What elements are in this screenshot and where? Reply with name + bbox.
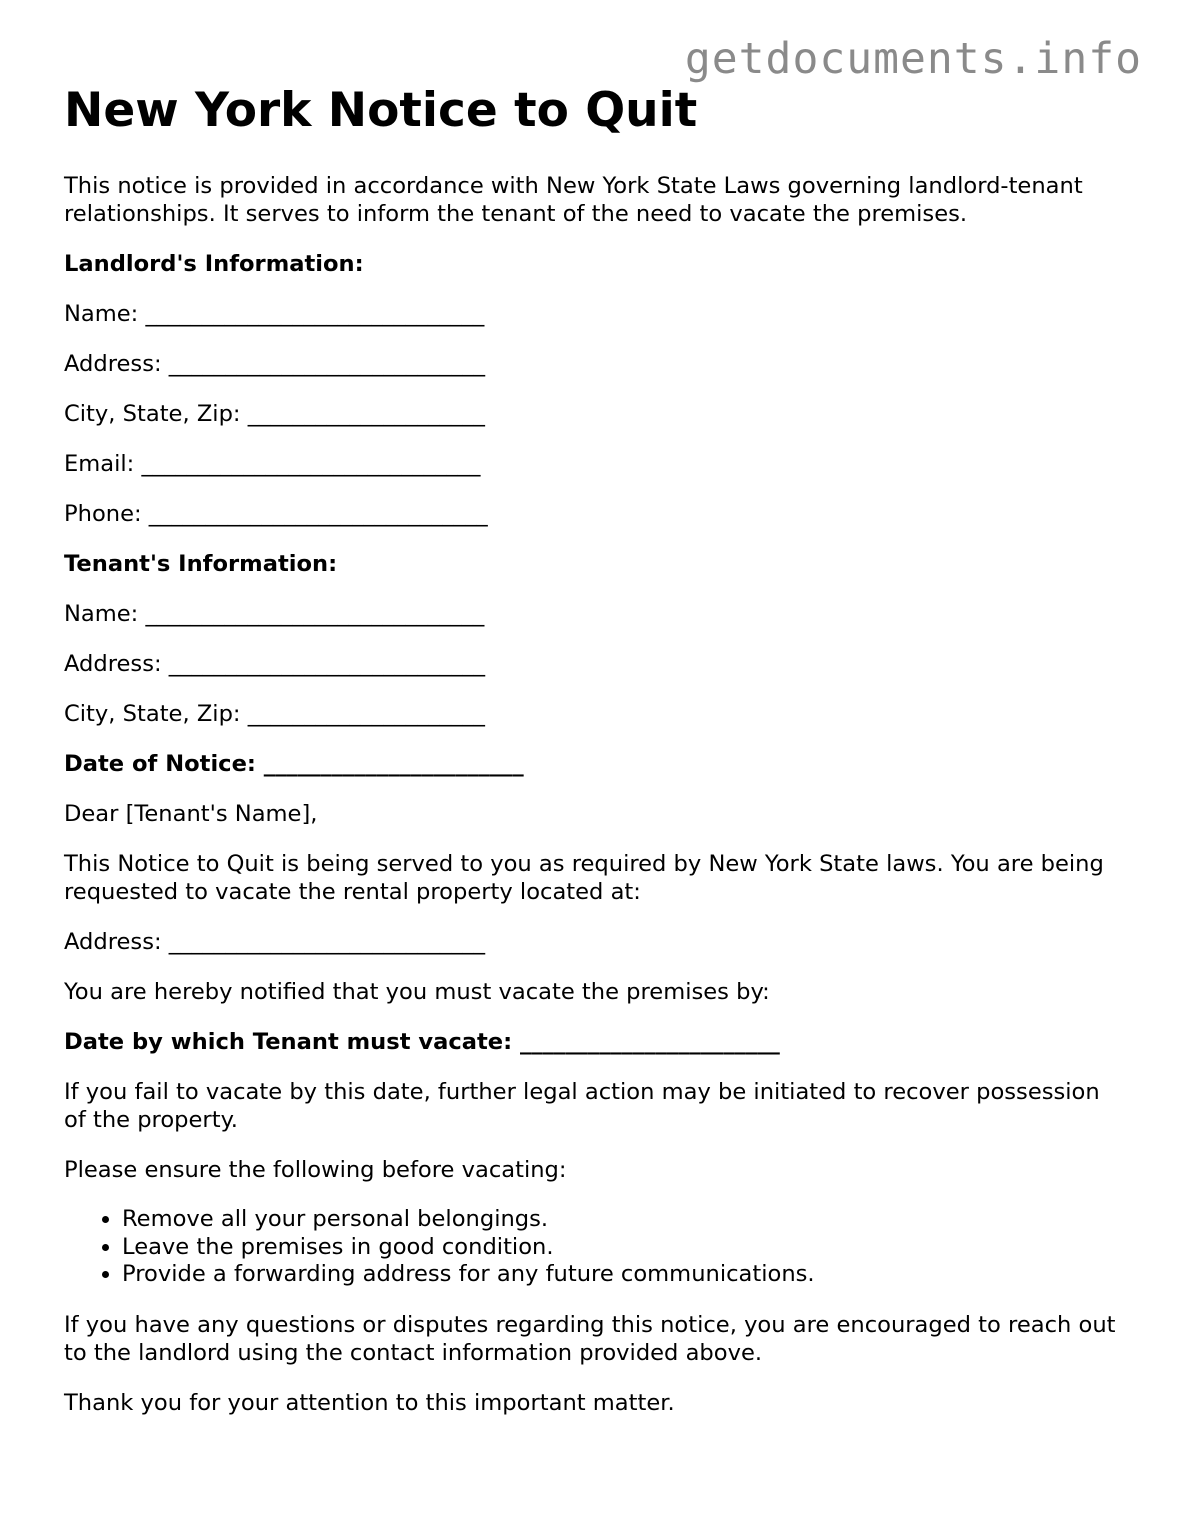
tenant-address-field: Address: ____________________________ [64,651,486,678]
list-item: • Leave the premises in good condition. [122,1234,1124,1262]
watermark: getdocuments.info [684,34,1142,84]
intro-paragraph: This notice is provided in accordance with New York State Laws governing landlord-tenant relationships. It serves to inform the tenant of the need to vacate the premises. [64,173,1083,228]
landlord-city-field: City, State, Zip: _____________________ [64,401,485,428]
date-of-notice-field: Date of Notice: _______________________ [64,751,524,778]
body-paragraph-1: This Notice to Quit is being served to you as required by New York State laws. You are being requested to vacate the rental property located at: [64,851,1104,906]
vacate-date-field: Date by which Tenant must vacate: _______________________ [64,1029,780,1056]
salutation: Dear [Tenant's Name], [64,801,318,828]
landlord-email-field: Email: ______________________________ [64,451,481,478]
landlord-phone-field: Phone: ______________________________ [64,501,488,528]
property-address-field: Address: ____________________________ [64,929,486,956]
tenant-name-field: Name: ______________________________ [64,601,485,628]
landlord-address-field: Address: ____________________________ [64,351,486,378]
list-item: • Provide a forwarding address for any future communications. [122,1261,1124,1289]
tenant-heading: Tenant's Information: [64,551,338,578]
landlord-name-field: Name: ______________________________ [64,301,485,328]
tenant-city-field: City, State, Zip: _____________________ [64,701,485,728]
body-paragraph-2: You are hereby notified that you must vacate the premises by: [64,979,770,1006]
document-page [64,84,1124,1439]
body-paragraph-4: Please ensure the following before vacating: [64,1157,567,1184]
page-title: New York Notice to Quit [64,83,698,138]
body-paragraph-3: If you fail to vacate by this date, further legal action may be initiated to recover possession of the property. [64,1079,1100,1134]
landlord-heading: Landlord's Information: [64,251,364,278]
body-paragraph-5: If you have any questions or disputes regarding this notice, you are encouraged to reach out to the landlord using the contact information provided above. [64,1311,1116,1366]
list-item: • Remove all your personal belongings. [122,1206,1124,1234]
vacating-checklist [64,1206,1124,1289]
closing-line: Thank you for your attention to this important matter. [64,1389,675,1416]
